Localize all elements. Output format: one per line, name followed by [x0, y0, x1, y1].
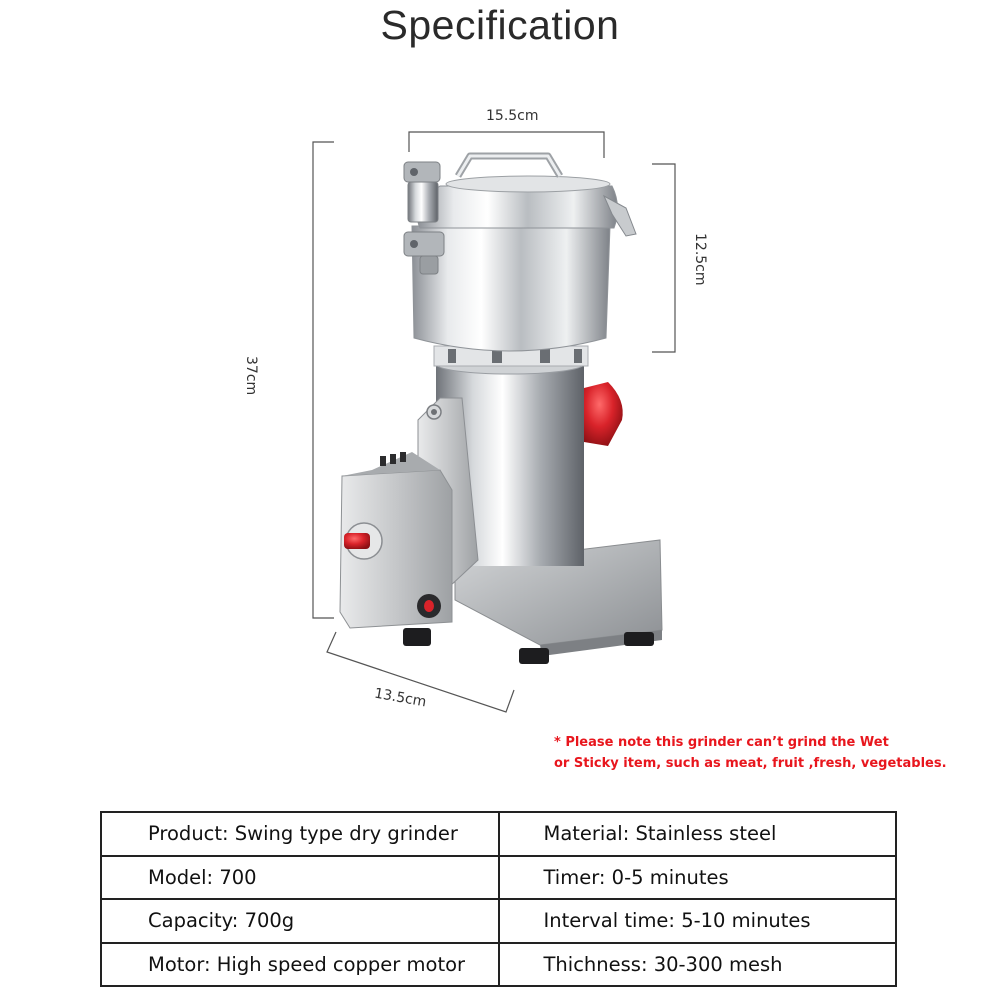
spec-cell: Material: Stainless steel — [499, 812, 897, 856]
lid-clamp — [404, 162, 444, 274]
spec-cell: Product: Swing type dry grinder — [101, 812, 499, 856]
table-row — [101, 812, 896, 856]
page-title: Specification — [380, 2, 620, 48]
warning-note-line2: or Sticky item, such as meat, fruit ,fresh, vegetables. — [554, 756, 947, 771]
spec-cell: Model: 700 — [101, 856, 499, 900]
spec-cell: Timer: 0-5 minutes — [499, 856, 897, 900]
spec-cell: Motor: High speed copper motor — [101, 943, 499, 987]
spec-cell: Interval time: 5-10 minutes — [499, 899, 897, 943]
warning-note — [554, 732, 954, 774]
motor-vent-knob — [584, 382, 623, 446]
timer-knob-icon — [344, 533, 370, 549]
warning-note-line1: * Please note this grinder can’t grind the Wet — [554, 735, 889, 750]
width-label: 15.5cm — [486, 108, 539, 124]
total-height-label: 37cm — [243, 356, 259, 396]
spec-cell: Thichness: 30-300 mesh — [499, 943, 897, 987]
spec-cell: Capacity: 700g — [101, 899, 499, 943]
depth-label: 13.5cm — [373, 685, 428, 711]
table-row — [101, 899, 896, 943]
table-row — [101, 943, 896, 987]
table-row — [101, 856, 896, 900]
foot — [403, 628, 431, 646]
bowl-height-label: 12.5cm — [692, 233, 708, 286]
lid-handle — [458, 156, 560, 176]
spec-table — [100, 811, 897, 987]
